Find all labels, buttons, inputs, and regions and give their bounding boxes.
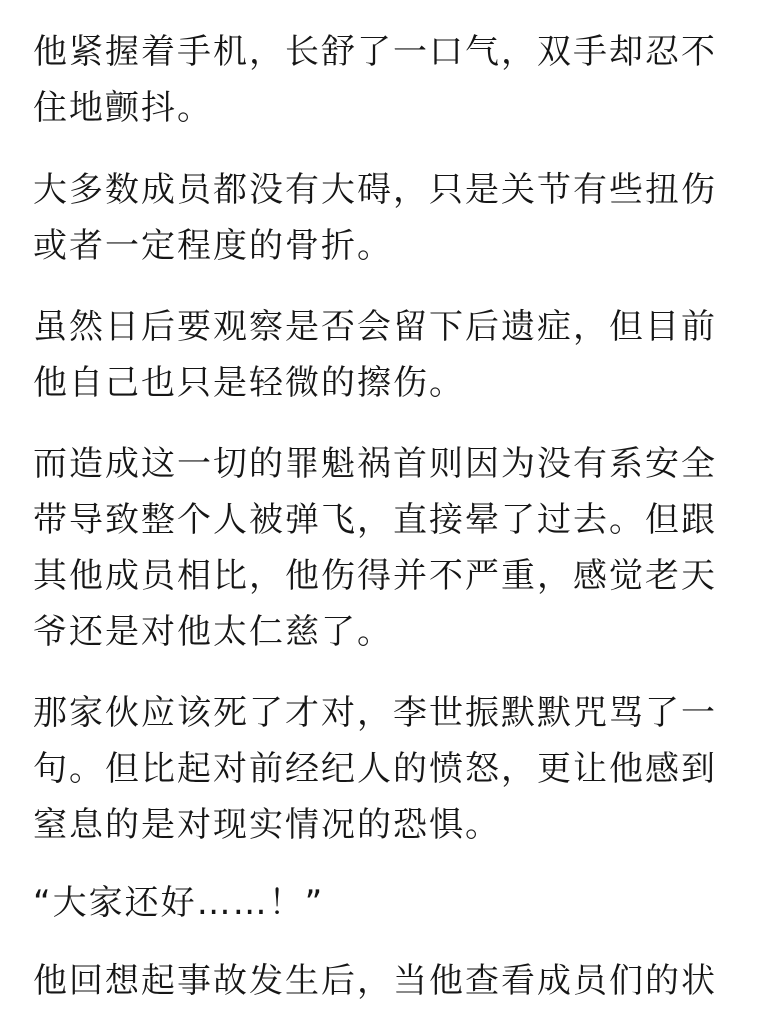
paragraph-4-line-4: 爷还是对他太仁慈了。 (33, 612, 393, 652)
paragraph-5-line-2: 句。但比起对前经纪人的愤怒，更让他感到 (33, 749, 717, 789)
paragraph-5-line-3: 窒息的是对现实情况的恐惧。 (33, 805, 501, 845)
paragraph-5-line-1: 那家伙应该死了才对，李世振默默咒骂了一 (33, 693, 717, 733)
paragraph-2-line-1: 大多数成员都没有大碍，只是关节有些扭伤 (33, 170, 717, 210)
paragraph-4-line-3: 其他成员相比，他伤得并不严重，感觉老天 (33, 556, 717, 596)
paragraph-4-line-1: 而造成这一切的罪魁祸首则因为没有系安全 (33, 444, 717, 484)
dialogue-line: “大家还好……！” (33, 883, 325, 923)
paragraph-1-line-1: 他紧握着手机，长舒了一口气，双手却忍不 (33, 32, 717, 72)
paragraph-3-line-2: 他自己也只是轻微的擦伤。 (33, 363, 465, 403)
paragraph-3-line-1: 虽然日后要观察是否会留下后遗症，但目前 (33, 307, 717, 347)
paragraph-2-line-2: 或者一定程度的骨折。 (33, 226, 393, 266)
paragraph-4-line-2: 带导致整个人被弹飞，直接晕了过去。但跟 (33, 500, 717, 540)
paragraph-1-line-2: 住地颤抖。 (33, 88, 213, 128)
paragraph-7-line-1: 他回想起事故发生后，当他查看成员们的状 (33, 961, 717, 1001)
